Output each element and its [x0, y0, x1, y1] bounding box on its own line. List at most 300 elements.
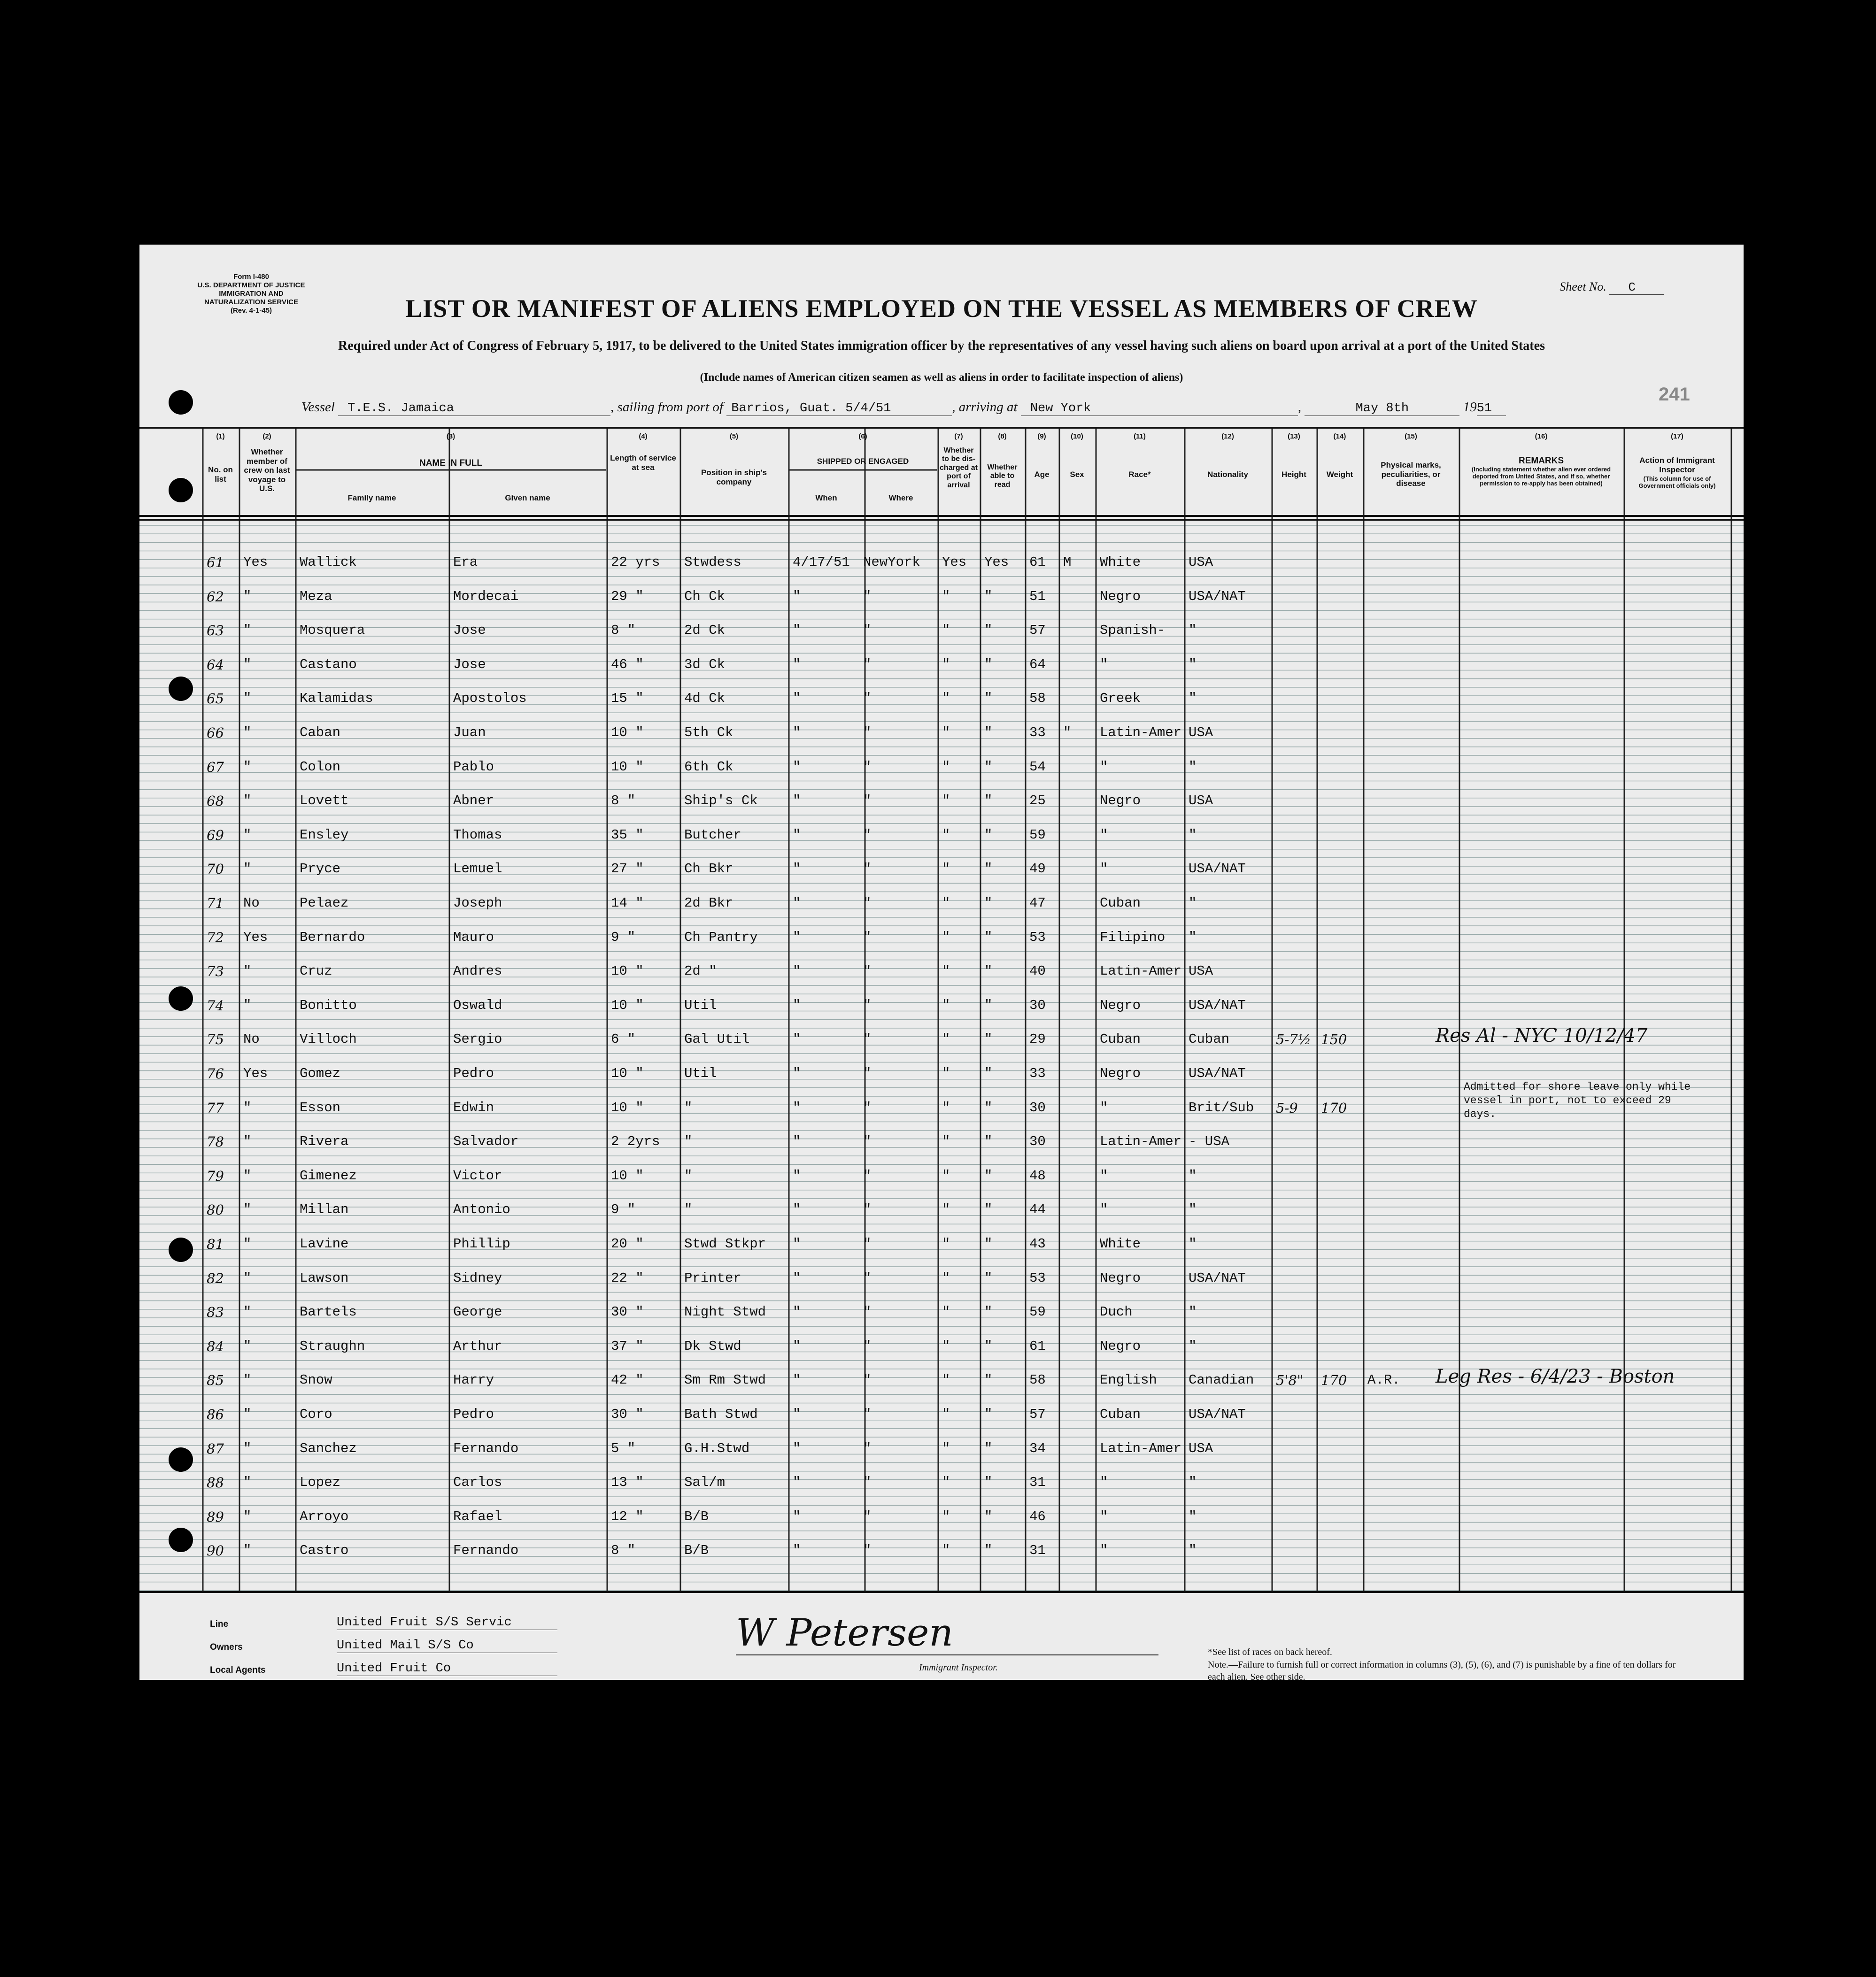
cell-where: ": [863, 691, 872, 707]
sheet-label: Sheet No.: [1559, 280, 1606, 293]
cell-disch: ": [942, 691, 950, 707]
cell-service: 8 ": [611, 623, 636, 638]
cell-service: 10 ": [611, 1100, 644, 1115]
cell-family: Castano: [300, 656, 357, 672]
cell-when: ": [793, 1066, 801, 1081]
cell-no: 70: [207, 861, 224, 877]
agents-value: United Fruit Co: [337, 1662, 557, 1676]
cell-disch: ": [942, 656, 950, 672]
cell-nat: ": [1189, 623, 1197, 638]
cell-where: ": [863, 793, 872, 809]
header-shipped-engaged: SHIPPED OR ENGAGED: [817, 457, 909, 466]
cell-race: Negro: [1100, 1270, 1141, 1286]
cell-last: ": [243, 588, 252, 604]
cell-given: Thomas: [453, 827, 502, 843]
cell-nat: USA/NAT: [1189, 861, 1246, 877]
cell-read: ": [984, 588, 993, 604]
owners-value: United Mail S/S Co: [337, 1639, 557, 1653]
cell-when: ": [793, 1236, 801, 1252]
cell-where: ": [863, 1475, 872, 1491]
cell-position: 6th Ck: [684, 759, 733, 775]
cell-service: 46 ": [611, 656, 644, 672]
cell-age: 49: [1029, 861, 1046, 877]
cell-age: 31: [1029, 1543, 1046, 1559]
cell-service: 10 ": [611, 997, 644, 1013]
cell-race: Cuban: [1100, 1407, 1141, 1422]
cell-family: Villoch: [300, 1031, 357, 1047]
cell-race: Negro: [1100, 793, 1141, 809]
header-c2-number: (2): [262, 432, 271, 440]
document-subtitle: Required under Act of Congress of February 5, 1917, to be delivered to the United States immigration officer by the representatives of any vessel having such aliens on board upon arrival at a port of the United States: [338, 338, 1545, 353]
cell-where: ": [863, 1066, 872, 1081]
header-family-name: Family name: [347, 493, 396, 502]
cell-when: ": [793, 1168, 801, 1184]
cell-where: ": [863, 1338, 872, 1354]
cell-race: Duch: [1100, 1304, 1133, 1320]
header-age: Age: [1034, 470, 1050, 479]
cell-when: ": [793, 861, 801, 877]
cell-nat: USA: [1189, 1440, 1213, 1456]
department-name: U.S. DEPARTMENT OF JUSTICE: [197, 281, 305, 289]
cell-disch: ": [942, 1304, 950, 1320]
cell-read: ": [984, 725, 993, 740]
cell-where: ": [863, 1372, 872, 1388]
cell-position: ": [684, 1168, 693, 1184]
cell-service: 8 ": [611, 1543, 636, 1559]
cell-family: Cruz: [300, 963, 332, 979]
cell-given: Pablo: [453, 759, 494, 775]
cell-last: ": [243, 623, 252, 638]
cell-disch: ": [942, 861, 950, 877]
cell-no: 65: [207, 691, 224, 707]
cell-where: ": [863, 623, 872, 638]
cell-family: Meza: [300, 588, 332, 604]
signature-text: W Petersen: [736, 1611, 953, 1654]
cell-when: ": [793, 623, 801, 638]
cell-given: Carlos: [453, 1475, 502, 1491]
cell-no: 74: [207, 997, 224, 1014]
cell-read: ": [984, 1508, 993, 1524]
cell-given: Lemuel: [453, 861, 502, 877]
cell-nat: USA/NAT: [1189, 588, 1246, 604]
cell-given: Phillip: [453, 1236, 510, 1252]
cell-given: Sidney: [453, 1270, 502, 1286]
cell-nat: Cuban: [1189, 1031, 1230, 1047]
cell-given: Rafael: [453, 1508, 502, 1524]
cell-disch: ": [942, 1236, 950, 1252]
cell-no: 73: [207, 963, 224, 980]
cell-family: Caban: [300, 725, 341, 740]
cell-position: ": [684, 1100, 693, 1115]
cell-when: ": [793, 759, 801, 775]
cell-race: Latin-Amer: [1100, 1440, 1182, 1456]
cell-nat: USA/NAT: [1189, 1066, 1246, 1081]
cell-age: 58: [1029, 691, 1046, 707]
handwritten-remark: Res Al - NYC 10/12/47: [1436, 1025, 1648, 1047]
cell-service: 14 ": [611, 895, 644, 911]
cell-given: Fernando: [453, 1543, 519, 1559]
cell-given: Mauro: [453, 929, 494, 945]
cell-race: ": [1100, 1543, 1108, 1559]
page-stamp: 241: [1659, 384, 1690, 405]
header-sex: Sex: [1070, 470, 1084, 479]
cell-position: Util: [684, 997, 717, 1013]
cell-race: Filipino: [1100, 929, 1166, 945]
cell-service: 42 ": [611, 1372, 644, 1388]
cell-where: ": [863, 1304, 872, 1320]
cell-race: Latin-Amer: [1100, 725, 1182, 740]
punch-hole: [169, 478, 193, 502]
cell-given: Edwin: [453, 1100, 494, 1115]
cell-age: 40: [1029, 963, 1046, 979]
cell-family: Lawson: [300, 1270, 349, 1286]
line-value: United Fruit S/S Servic: [337, 1615, 557, 1630]
cell-disch: ": [942, 827, 950, 843]
cell-where: ": [863, 1100, 872, 1115]
cell-where: ": [863, 1407, 872, 1422]
cell-disch: ": [942, 1407, 950, 1422]
cell-where: ": [863, 1270, 872, 1286]
cell-when: ": [793, 656, 801, 672]
line-label: Line: [210, 1619, 229, 1629]
cell-when: ": [793, 1031, 801, 1047]
year-prefix: 19: [1463, 400, 1477, 415]
cell-marks: A.R.: [1367, 1372, 1400, 1388]
cell-family: Wallick: [300, 554, 357, 570]
cell-when: ": [793, 1543, 801, 1559]
header-c6-number: (6): [858, 432, 867, 440]
header-position: Position in ship's company: [701, 468, 767, 486]
cell-last: ": [243, 1338, 252, 1354]
cell-height: 5-9: [1276, 1100, 1298, 1116]
cell-family: Lopez: [300, 1475, 341, 1491]
cell-service: 12 ": [611, 1508, 644, 1524]
cell-when: ": [793, 1202, 801, 1218]
header-weight: Weight: [1326, 470, 1353, 479]
cell-position: 2d Ck: [684, 623, 726, 638]
cell-service: 10 ": [611, 1168, 644, 1184]
header-length-service: Length of service at sea: [610, 454, 676, 472]
cell-nat: Brit/Sub: [1189, 1100, 1254, 1115]
cell-disch: ": [942, 759, 950, 775]
cell-age: 53: [1029, 1270, 1046, 1286]
header-height: Height: [1282, 470, 1306, 479]
cell-when: ": [793, 1475, 801, 1491]
cell-nat: ": [1189, 1236, 1197, 1252]
cell-read: ": [984, 1543, 993, 1559]
cell-race: Cuban: [1100, 895, 1141, 911]
cell-family: Bartels: [300, 1304, 357, 1320]
cell-service: 6 ": [611, 1031, 636, 1047]
cell-last: ": [243, 691, 252, 707]
cell-race: ": [1100, 1168, 1108, 1184]
cell-family: Kalamidas: [300, 691, 373, 707]
header-c13-number: (13): [1288, 432, 1300, 440]
cell-disch: ": [942, 1270, 950, 1286]
cell-age: 34: [1029, 1440, 1046, 1456]
cell-disch: ": [942, 1338, 950, 1354]
cell-no: 62: [207, 588, 224, 605]
cell-no: 90: [207, 1543, 224, 1559]
cell-last: ": [243, 1508, 252, 1524]
cell-position: Sm Rm Stwd: [684, 1372, 766, 1388]
document-title: LIST OR MANIFEST OF ALIENS EMPLOYED ON THE VESSEL AS MEMBERS OF CREW: [405, 294, 1478, 323]
cell-sex: ": [1063, 725, 1072, 740]
cell-given: Victor: [453, 1168, 502, 1184]
cell-service: 35 ": [611, 827, 644, 843]
cell-position: Printer: [684, 1270, 741, 1286]
cell-last: ": [243, 759, 252, 775]
shore-leave-remark: Admitted for shore leave only while vessel in port, not to exceed 29 days.: [1464, 1081, 1691, 1120]
form-revision: (Rev. 4-1-45): [230, 307, 272, 315]
voyage-line: Vessel T.E.S. Jamaica , sailing from port of Barrios, Guat. 5/4/51 , arriving at New York , May 8th 1951: [301, 400, 1506, 416]
cell-no: 63: [207, 623, 224, 639]
cell-position: Ch Pantry: [684, 929, 758, 945]
cell-family: Lovett: [300, 793, 349, 809]
cell-age: 61: [1029, 1338, 1046, 1354]
cell-last: ": [243, 827, 252, 843]
header-remarks-sub: (Including statement whether alien ever ordered deported from United States, and if so, whether permission to re-apply has been obtained): [1471, 466, 1611, 487]
cell-last: ": [243, 861, 252, 877]
header-c14-number: (14): [1333, 432, 1346, 440]
cell-disch: ": [942, 1508, 950, 1524]
cell-service: 2 2yrs: [611, 1134, 660, 1150]
cell-position: ": [684, 1134, 693, 1150]
cell-when: ": [793, 929, 801, 945]
cell-no: 76: [207, 1066, 224, 1082]
cell-disch: ": [942, 1100, 950, 1115]
cell-read: ": [984, 1031, 993, 1047]
cell-position: 5th Ck: [684, 725, 733, 740]
cell-read: ": [984, 1440, 993, 1456]
cell-last: ": [243, 1134, 252, 1150]
cell-race: ": [1100, 827, 1108, 843]
cell-last: ": [243, 1270, 252, 1286]
manifest-sheet: [139, 245, 1744, 1680]
header-no-on-list: No. on list: [208, 465, 233, 484]
cell-disch: ": [942, 1202, 950, 1218]
cell-race: Negro: [1100, 1338, 1141, 1354]
cell-service: 27 ": [611, 861, 644, 877]
cell-service: 20 ": [611, 1236, 644, 1252]
header-c9-number: (9): [1037, 432, 1046, 440]
cell-when: ": [793, 1508, 801, 1524]
cell-position: 2d ": [684, 963, 717, 979]
header-c12-number: (12): [1221, 432, 1234, 440]
cell-disch: ": [942, 1372, 950, 1388]
cell-last: Yes: [243, 554, 268, 570]
cell-disch: ": [942, 1031, 950, 1047]
header-c11-number: (11): [1134, 432, 1146, 440]
cell-given: Andres: [453, 963, 502, 979]
cell-no: 66: [207, 725, 224, 741]
cell-when: ": [793, 725, 801, 740]
cell-where: ": [863, 929, 872, 945]
cell-no: 85: [207, 1372, 224, 1389]
cell-given: Era: [453, 554, 478, 570]
cell-given: Harry: [453, 1372, 494, 1388]
cell-service: 9 ": [611, 929, 636, 945]
cell-nat: Canadian: [1189, 1372, 1254, 1388]
cell-last: ": [243, 1236, 252, 1252]
cell-given: Pedro: [453, 1407, 494, 1422]
inspector-label: Immigrant Inspector.: [919, 1662, 998, 1673]
cell-nat: ": [1189, 827, 1197, 843]
header-race: Race*: [1128, 470, 1151, 479]
cell-when: ": [793, 1270, 801, 1286]
cell-service: 22 yrs: [611, 554, 660, 570]
header-c5-number: (5): [729, 432, 739, 440]
cell-disch: ": [942, 793, 950, 809]
cell-read: ": [984, 929, 993, 945]
cell-no: 87: [207, 1440, 224, 1457]
cell-race: Spanish-: [1100, 623, 1166, 638]
cell-disch: ": [942, 997, 950, 1013]
sailing-label: , sailing from port of: [610, 400, 723, 415]
cell-given: George: [453, 1304, 502, 1320]
cell-where: ": [863, 895, 872, 911]
cell-nat: ": [1189, 1202, 1197, 1218]
agents-label: Local Agents: [210, 1665, 266, 1675]
header-able-to-read: Whether able to read: [987, 463, 1018, 489]
inspector-signature: [736, 1611, 1158, 1655]
cell-read: ": [984, 861, 993, 877]
cell-where: ": [863, 963, 872, 979]
cell-age: 59: [1029, 827, 1046, 843]
cell-nat: USA/NAT: [1189, 1270, 1246, 1286]
cell-age: 29: [1029, 1031, 1046, 1047]
cell-service: 10 ": [611, 963, 644, 979]
cell-where: ": [863, 1202, 872, 1218]
cell-race: ": [1100, 1475, 1108, 1491]
cell-nat: USA/NAT: [1189, 1407, 1246, 1422]
races-note: *See list of races on back hereof.: [1208, 1647, 1332, 1657]
cell-family: Bernardo: [300, 929, 365, 945]
sheet-value: C: [1609, 280, 1664, 295]
form-number: Form I-480: [233, 273, 269, 281]
cell-race: ": [1100, 759, 1108, 775]
cell-where: ": [863, 725, 872, 740]
cell-read: ": [984, 1066, 993, 1081]
cell-read: ": [984, 1168, 993, 1184]
cell-last: No: [243, 1031, 260, 1047]
cell-family: Lavine: [300, 1236, 349, 1252]
cell-last: ": [243, 1440, 252, 1456]
cell-position: Gal Util: [684, 1031, 750, 1047]
cell-no: 80: [207, 1202, 224, 1218]
cell-given: Joseph: [453, 895, 502, 911]
cell-position: Bath Stwd: [684, 1407, 758, 1422]
header-given-name: Given name: [505, 493, 550, 502]
cell-service: 29 ": [611, 588, 644, 604]
cell-where: ": [863, 997, 872, 1013]
cell-position: Sal/m: [684, 1475, 726, 1491]
cell-position: Ch Bkr: [684, 861, 733, 877]
cell-age: 64: [1029, 656, 1046, 672]
cell-age: 33: [1029, 1066, 1046, 1081]
cell-service: 10 ": [611, 759, 644, 775]
cell-read: ": [984, 1270, 993, 1286]
header-c10-number: (10): [1071, 432, 1083, 440]
punch-hole: [169, 1447, 193, 1472]
cell-read: ": [984, 1338, 993, 1354]
cell-where: ": [863, 1543, 872, 1559]
header-nationality: Nationality: [1207, 470, 1248, 479]
cell-age: 57: [1029, 1407, 1046, 1422]
cell-read: ": [984, 691, 993, 707]
cell-disch: ": [942, 1543, 950, 1559]
punch-hole: [169, 677, 193, 701]
punch-hole: [169, 1528, 193, 1552]
cell-read: ": [984, 1407, 993, 1422]
cell-position: Util: [684, 1066, 717, 1081]
cell-where: ": [863, 861, 872, 877]
cell-where: ": [863, 827, 872, 843]
arrival-year: 51: [1477, 401, 1506, 416]
cell-disch: ": [942, 725, 950, 740]
cell-read: ": [984, 656, 993, 672]
cell-age: 61: [1029, 554, 1046, 570]
cell-read: ": [984, 1475, 993, 1491]
cell-race: Negro: [1100, 997, 1141, 1013]
cell-no: 71: [207, 895, 224, 911]
cell-given: Arthur: [453, 1338, 502, 1354]
cell-last: Yes: [243, 1066, 268, 1081]
cell-family: Millan: [300, 1202, 349, 1218]
header-where: Where: [888, 493, 913, 502]
cell-no: 68: [207, 793, 224, 809]
cell-disch: ": [942, 929, 950, 945]
header-physical-marks: Physical marks, peculiarities, or disease: [1381, 461, 1441, 488]
handwritten-remark: Leg Res - 6/4/23 - Boston: [1436, 1366, 1675, 1388]
cell-no: 79: [207, 1168, 224, 1184]
cell-weight: 150: [1321, 1031, 1347, 1048]
cell-read: ": [984, 1202, 993, 1218]
cell-no: 89: [207, 1508, 224, 1525]
cell-read: ": [984, 997, 993, 1013]
cell-height: 5'8": [1276, 1372, 1304, 1389]
cell-nat: USA: [1189, 554, 1213, 570]
vessel-label: Vessel: [301, 400, 335, 415]
cell-disch: ": [942, 588, 950, 604]
cell-when: ": [793, 1100, 801, 1115]
cell-race: ": [1100, 1100, 1108, 1115]
cell-position: Stwdess: [684, 554, 741, 570]
cell-disch: ": [942, 1440, 950, 1456]
cell-service: 13 ": [611, 1475, 644, 1491]
cell-no: 88: [207, 1475, 224, 1491]
arriving-label: , arriving at: [952, 400, 1018, 415]
cell-age: 54: [1029, 759, 1046, 775]
cell-where: ": [863, 588, 872, 604]
cell-last: ": [243, 656, 252, 672]
cell-weight: 170: [1321, 1100, 1347, 1116]
cell-nat: ": [1189, 929, 1197, 945]
cell-age: 31: [1029, 1475, 1046, 1491]
cell-race: ": [1100, 656, 1108, 672]
cell-disch: ": [942, 1134, 950, 1150]
cell-age: 30: [1029, 1134, 1046, 1150]
cell-read: ": [984, 963, 993, 979]
cell-read: Yes: [984, 554, 1009, 570]
cell-when: ": [793, 1440, 801, 1456]
cell-where: ": [863, 1236, 872, 1252]
cell-last: ": [243, 1475, 252, 1491]
cell-service: 5 ": [611, 1440, 636, 1456]
cell-position: 3d Ck: [684, 656, 726, 672]
header-last-voyage: Whether member of crew on last voyage to U.S.: [244, 447, 290, 493]
cell-read: ": [984, 1236, 993, 1252]
